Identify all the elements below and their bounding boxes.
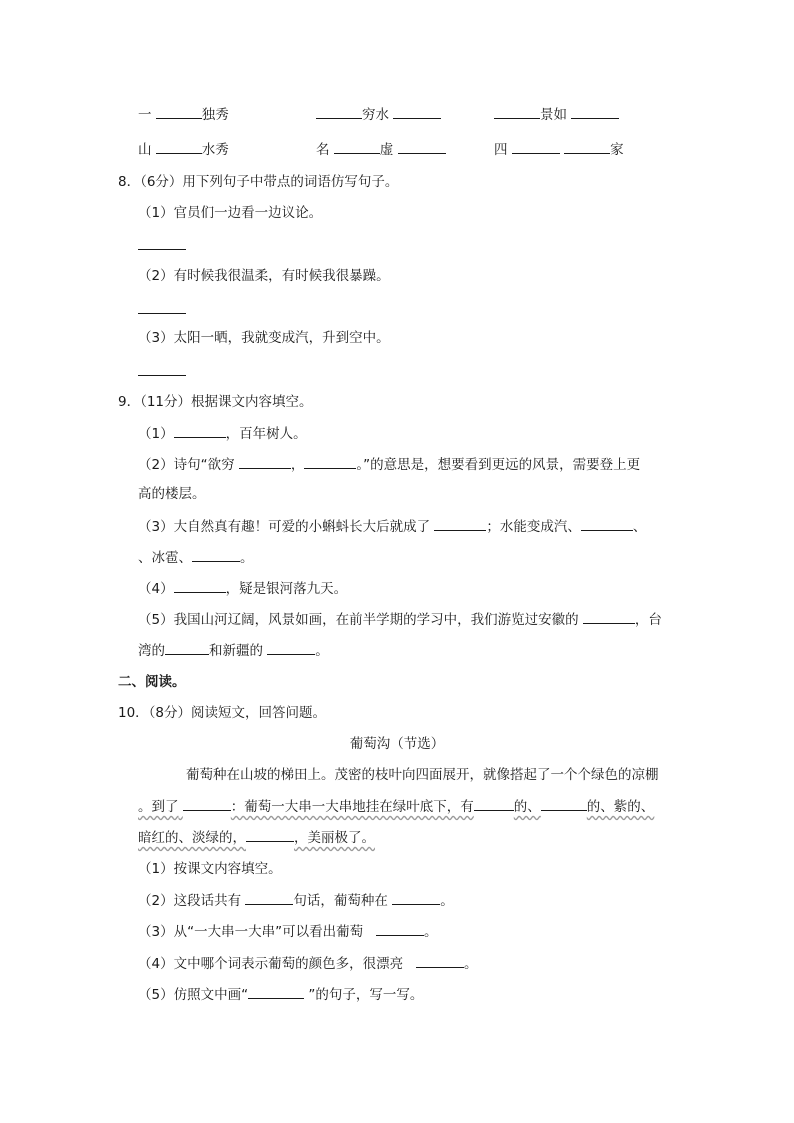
answer-blank[interactable] bbox=[246, 827, 294, 842]
item-text: ，疑是银河落九天。 bbox=[225, 581, 348, 597]
answer-blank[interactable] bbox=[304, 454, 356, 469]
idiom-row-2-c bbox=[494, 139, 624, 160]
idiom-row-1-c bbox=[494, 104, 619, 125]
answer-blank[interactable] bbox=[474, 796, 514, 811]
answer-blank[interactable] bbox=[512, 139, 560, 154]
answer-blank[interactable] bbox=[165, 640, 209, 655]
answer-blank[interactable] bbox=[174, 423, 226, 438]
underlined-sentence bbox=[138, 830, 375, 846]
idiom-row-2-b bbox=[316, 139, 446, 160]
passage-line-1: 葡萄种在山坡的梯田上。茂密的枝叶向四面展开，就像搭起了一个个绿色的凉棚 bbox=[186, 767, 659, 783]
item-text: 湾的 bbox=[138, 643, 165, 659]
question-9-item-3-line2 bbox=[138, 547, 254, 568]
idiom-char: 家 bbox=[610, 142, 624, 158]
item-text: ，台 bbox=[634, 612, 662, 628]
item-text: 。 bbox=[463, 956, 478, 972]
answer-blank[interactable] bbox=[494, 104, 540, 119]
item-text: 和新疆的 bbox=[209, 643, 263, 659]
question-10-item-4 bbox=[138, 953, 477, 974]
idiom-row-1-b bbox=[316, 104, 441, 125]
answer-blank[interactable] bbox=[316, 104, 362, 119]
answer-blank[interactable] bbox=[376, 921, 424, 936]
question-9-item-5-line2 bbox=[138, 640, 329, 661]
answer-line[interactable] bbox=[138, 312, 186, 314]
item-text: 。 bbox=[315, 643, 329, 659]
passage-title: 葡萄沟（节选） bbox=[349, 736, 445, 752]
item-text: ；水能变成汽、 bbox=[486, 519, 581, 535]
answer-line[interactable] bbox=[138, 248, 186, 250]
item-text: ”的句子，写一写。 bbox=[308, 987, 424, 1003]
question-10-item-2 bbox=[138, 890, 454, 911]
item-text: 。 bbox=[240, 550, 254, 566]
idiom-char: 穷水 bbox=[362, 107, 389, 123]
question-8-item-3: （3）太阳一晒，我就变成汽，升到空中。 bbox=[138, 330, 390, 346]
question-10-item-5 bbox=[138, 984, 423, 1005]
answer-blank[interactable] bbox=[239, 454, 291, 469]
item-text: 暗红的、淡绿的， bbox=[138, 830, 246, 846]
question-9-item-3 bbox=[138, 516, 646, 537]
answer-blank[interactable] bbox=[571, 104, 619, 119]
item-text: 的、紫的、 bbox=[586, 799, 655, 815]
passage-line-2 bbox=[138, 796, 654, 817]
question-9-item-5 bbox=[138, 609, 662, 630]
item-text: （2）诗句“欲穷 bbox=[138, 457, 235, 473]
question-8-title: 8．（6分）用下列句子中带点的词语仿写句子。 bbox=[118, 174, 399, 190]
item-text: （5）我国山河辽阔，风景如画，在前半学期的学习中，我们游览过安徽的 bbox=[138, 612, 579, 628]
item-text: （3）大自然真有趣！可爱的小蝌蚪长大后就成了 bbox=[138, 519, 431, 535]
question-9-item-2-line2: 高的楼层。 bbox=[138, 486, 206, 502]
item-text: 、 bbox=[632, 519, 647, 535]
question-10-item-1: （1）按课文内容填空。 bbox=[138, 861, 282, 877]
idiom-char: 名 bbox=[316, 142, 330, 158]
item-text: 。 bbox=[423, 924, 438, 940]
underlined-sentence bbox=[138, 799, 654, 815]
answer-blank[interactable] bbox=[393, 104, 441, 119]
answer-blank[interactable] bbox=[398, 139, 446, 154]
answer-blank[interactable] bbox=[248, 984, 304, 999]
question-9-item-1: （1） ，百年树人。 bbox=[138, 423, 307, 444]
section-heading: 二、阅读。 bbox=[118, 674, 186, 690]
item-text: 。 bbox=[440, 893, 454, 909]
idiom-char: 虚 bbox=[379, 142, 394, 158]
idiom-char: 水秀 bbox=[201, 142, 229, 158]
question-9-item-2 bbox=[138, 454, 640, 475]
question-8-item-1: （1）官员们一边看一边议论。 bbox=[138, 205, 323, 221]
item-text: ，美丽极了。 bbox=[294, 830, 375, 846]
item-text: （5）仿照文中画“ bbox=[138, 987, 249, 1003]
item-text: 、冰雹、 bbox=[138, 550, 192, 566]
idiom-char: 四 bbox=[494, 142, 508, 158]
answer-blank[interactable] bbox=[392, 890, 440, 905]
item-text: 。到了 bbox=[138, 799, 179, 815]
answer-blank[interactable] bbox=[156, 139, 202, 154]
answer-blank[interactable] bbox=[192, 547, 240, 562]
item-text: ， bbox=[290, 457, 305, 473]
answer-blank[interactable] bbox=[416, 953, 464, 968]
idiom-row-1-a bbox=[138, 104, 229, 125]
item-text: （2）这段话共有 bbox=[138, 893, 242, 909]
idiom-char: 一 bbox=[138, 107, 152, 123]
question-9-item-4: （4） ，疑是银河落九天。 bbox=[138, 578, 347, 599]
passage-line-3 bbox=[138, 827, 375, 848]
answer-blank[interactable] bbox=[245, 890, 293, 905]
answer-blank[interactable] bbox=[564, 139, 610, 154]
answer-blank[interactable] bbox=[541, 796, 587, 811]
idiom-char: 山 bbox=[138, 142, 152, 158]
item-text: （3）从“一大串一大串”可以看出葡萄 bbox=[138, 924, 364, 940]
item-text: 句话，葡萄种在 bbox=[293, 893, 388, 909]
answer-blank[interactable] bbox=[434, 516, 486, 531]
question-10-title: 10．（8分）阅读短文，回答问题。 bbox=[118, 705, 327, 721]
item-text: ，百年树人。 bbox=[225, 426, 307, 442]
idiom-row-2-a bbox=[138, 139, 229, 160]
answer-blank[interactable] bbox=[156, 104, 202, 119]
answer-blank[interactable] bbox=[174, 578, 226, 593]
answer-line[interactable] bbox=[138, 374, 186, 376]
answer-blank[interactable] bbox=[183, 796, 231, 811]
item-text: 的、 bbox=[513, 799, 541, 815]
idiom-char: 景如 bbox=[540, 107, 567, 123]
item-text: 。”的意思是，想要看到更远的风景，需要登上更 bbox=[356, 457, 641, 473]
answer-blank[interactable] bbox=[583, 609, 635, 624]
question-10-item-3 bbox=[138, 921, 437, 942]
answer-blank[interactable] bbox=[334, 139, 380, 154]
answer-blank[interactable] bbox=[581, 516, 633, 531]
question-9-title: 9．（11分）根据课文内容填空。 bbox=[118, 394, 313, 410]
answer-blank[interactable] bbox=[267, 640, 315, 655]
item-text: ：葡萄一大串一大串地挂在绿叶底下，有 bbox=[230, 799, 474, 815]
item-text: （4）文中哪个词表示葡萄的颜色多，很漂亮 bbox=[138, 956, 404, 972]
question-8-item-2: （2）有时候我很温柔，有时候我很暴躁。 bbox=[138, 268, 390, 284]
idiom-char: 独秀 bbox=[201, 107, 229, 123]
